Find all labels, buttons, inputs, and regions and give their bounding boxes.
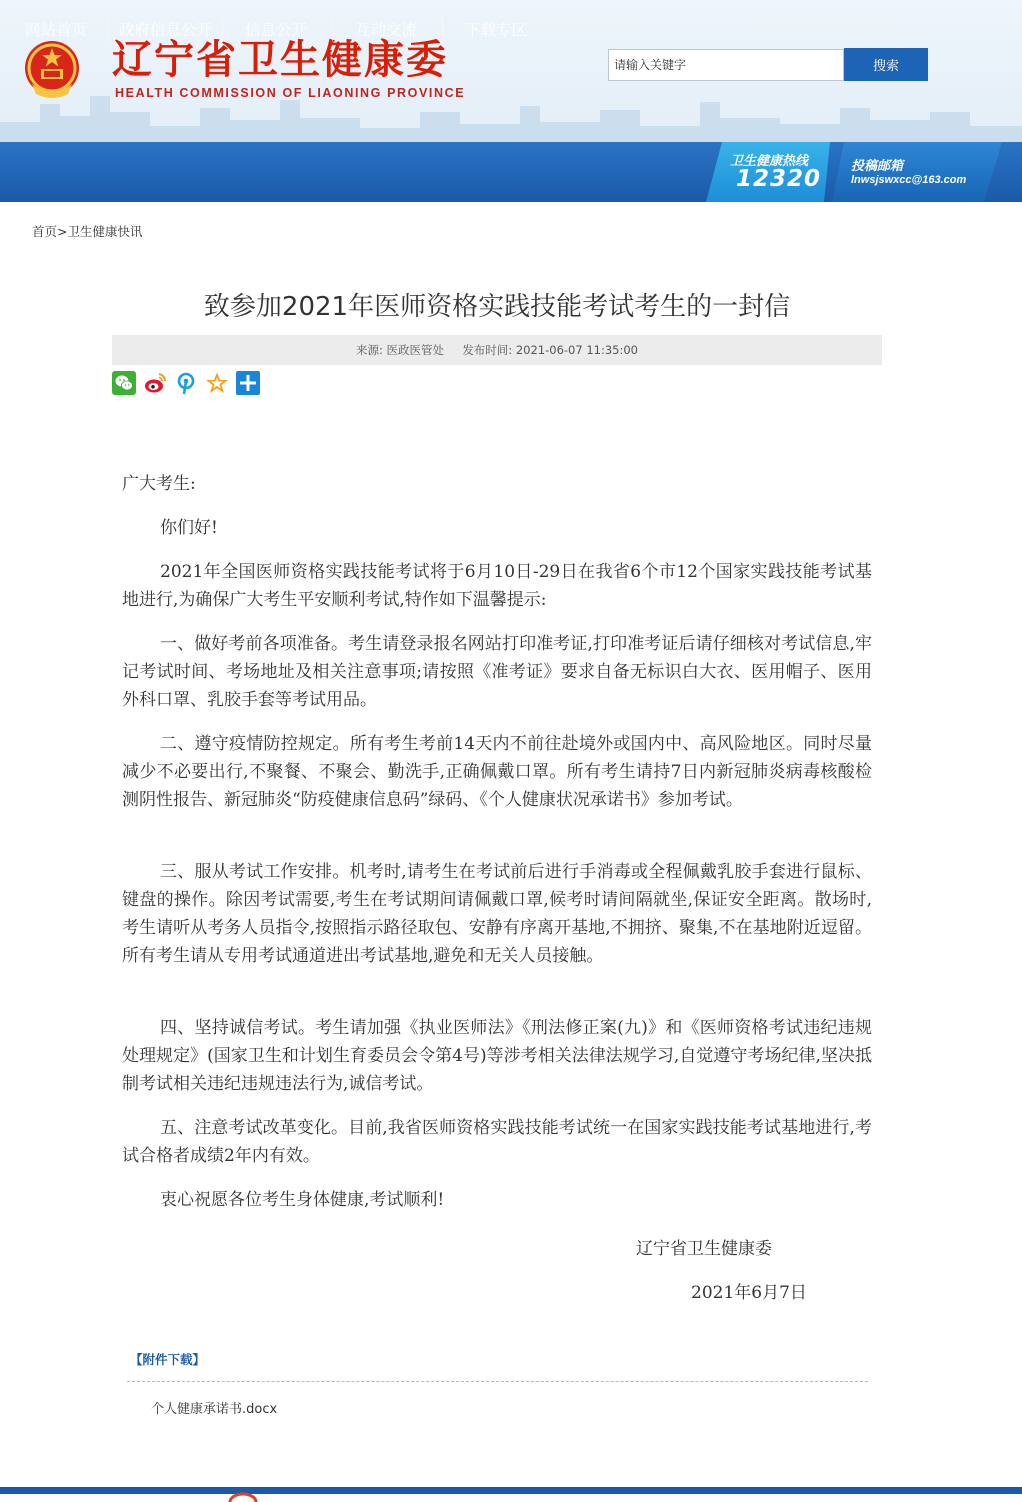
nav-item-home[interactable]: 网站首页 [25, 21, 88, 39]
footer-logo-icon [228, 1492, 258, 1502]
breadcrumb [32, 222, 143, 240]
signature-org: 辽宁省卫生健康委 [636, 1239, 772, 1259]
site-subtitle: HEALTH COMMISSION OF LIAONING PROVINCE [115, 86, 466, 100]
breadcrumb-current[interactable]: 卫生健康快讯 [67, 224, 143, 239]
source-label: 来源: [356, 343, 383, 357]
article-paragraph: 一、做好考前各项准备。考生请登录报名网站打印准考证,打印准考证后请仔细核对考试信息,牢记考试时间、考场地址及相关注意事项;请按照《准考证》要求自备无标识白大衣、医用帽子、医用外科口罩、乳胶手套等考试用品。 [122, 634, 872, 710]
nav-item-info[interactable]: 信息公开 [245, 21, 308, 39]
nav-item-downloads[interactable]: 下载专区 [465, 21, 528, 39]
date-label: 发布时间: [462, 343, 513, 357]
breadcrumb-separator: > [57, 224, 68, 239]
article-paragraph: 三、服从考试工作安排。机考时,请考生在考试前后进行手消毒或全程佩戴乳胶手套进行鼠标、键盘的操作。除因考试需要,考生在考试期间请佩戴口罩,候考时请间隔就坐,保证安全距离。散场时,考生请听从考务人员指令,按照指示路径取包、安静有序离开基地,不拥挤、聚集,不在基地附近逗留。所有考生请从专用考试通道进出考试基地,避免和无关人员接触。 [122, 862, 872, 966]
email-label: 投稿邮箱 [851, 159, 904, 174]
nav-separator [332, 18, 333, 42]
qzone-icon[interactable] [174, 371, 198, 395]
date-value: 2021-06-07 11:35:00 [515, 343, 638, 357]
article-paragraph: 衷心祝愿各位考生身体健康,考试顺利! [160, 1190, 445, 1210]
article-meta [112, 335, 882, 365]
attachments-divider [127, 1381, 868, 1382]
article-paragraph: 四、坚持诚信考试。考生请加强《执业医师法》《刑法修正案(九)》和《医师资格考试违纪违规处理规定》(国家卫生和计划生育委员会令第4号)等涉考相关法律法规学习,自觉遵守考场纪律,坚决抵制考试相关违纪违规违法行为,诚信考试。 [122, 1018, 872, 1094]
hotline-number: 12320 [736, 166, 822, 192]
site-title: 辽宁省卫生健康委 [112, 37, 448, 83]
nav-item-interaction[interactable]: 互动交流 [355, 21, 418, 39]
wechat-icon[interactable] [112, 371, 136, 395]
favorite-icon[interactable] [205, 371, 229, 395]
article-paragraph: 2021年全国医师资格实践技能考试将于6月10日-29日在我省6个市12个国家实践技能考试基地进行,为确保广大考生平安顺利考试,特作如下温馨提示: [122, 562, 872, 610]
article-paragraph: 你们好! [160, 518, 218, 538]
search-input[interactable] [608, 49, 844, 81]
article-title: 致参加2021年医师资格实践技能考试考生的一封信 [203, 292, 791, 322]
salutation: 广大考生: [122, 474, 196, 494]
article-paragraph: 二、遵守疫情防控规定。所有考生考前14天内不前往赴境外或国内中、高风险地区。同时尽量减少不必要出行,不聚餐、不聚会、勤洗手,正确佩戴口罩。所有考生请持7日内新冠肺炎病毒核酸检测阴性报告、新冠肺炎“防疫健康信息码”绿码、《个人健康状况承诺书》参加考试。 [122, 734, 872, 810]
hotline-label: 卫生健康热线 [730, 154, 809, 169]
nav-item-gov-info[interactable]: 政府信息公开 [119, 21, 213, 39]
signature-date: 2021年6月7日 [691, 1283, 807, 1303]
more-share-icon[interactable] [236, 371, 260, 395]
search-button[interactable]: 搜索 [844, 48, 928, 81]
nav-separator [108, 18, 109, 42]
footer-strip [0, 1494, 1022, 1502]
email-address[interactable]: lnwsjswxcc@163.com [851, 174, 967, 186]
weibo-icon[interactable] [143, 371, 167, 395]
attachments-heading: 【附件下载】 [130, 1352, 206, 1367]
breadcrumb-home[interactable]: 首页 [32, 224, 58, 239]
source-value: 医政医管处 [386, 343, 445, 357]
nav-separator [222, 18, 223, 42]
nav-separator [442, 18, 443, 42]
attachment-link[interactable]: 个人健康承诺书.docx [151, 1402, 278, 1417]
article-paragraph: 五、注意考试改革变化。目前,我省医师资格实践技能考试统一在国家实践技能考试基地进行,考试合格者成绩2年内有效。 [122, 1118, 872, 1166]
